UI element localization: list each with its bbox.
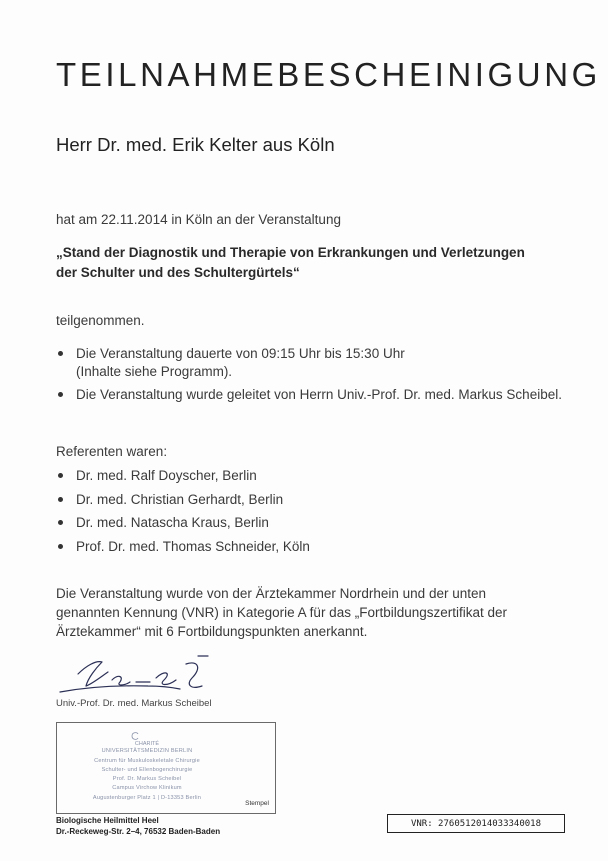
stamp-line: Augustenburger Platz 1 | D-13353 Berlin <box>92 795 202 801</box>
list-item: Dr. med. Ralf Doyscher, Berlin <box>56 467 310 485</box>
intro-text: hat am 22.11.2014 in Köln an der Veranstaltung <box>56 212 341 227</box>
event-title-line-1: „Stand der Diagnostik und Therapie von Erkrankungen und Verletzungen <box>56 245 525 260</box>
event-title <box>56 243 525 283</box>
accreditation-line-2: genannten Kennung (VNR) in Kategorie A für das „Fortbildungszertifikat der <box>56 605 508 620</box>
stamp-label: Stempel <box>245 800 269 807</box>
list-item <box>56 345 562 381</box>
detail-duration: Die Veranstaltung dauerte von 09:15 Uhr bis 15:30 Uhr <box>76 346 405 361</box>
list-item: Dr. med. Natascha Kraus, Berlin <box>56 514 310 532</box>
document-title: TEILNAHMEBESCHEINIGUNG <box>56 56 601 93</box>
detail-program-note: (Inhalte siehe Programm). <box>76 364 233 379</box>
event-title-line-2: der Schulter und des Schultergürtels“ <box>56 265 300 280</box>
accreditation-text <box>56 584 507 641</box>
accreditation-line-1: Die Veranstaltung wurde von der Ärztekammer Nordrhein und der unten <box>56 586 486 601</box>
charite-logo-icon <box>129 731 165 741</box>
stamp-line: Centrum für Muskuloskeletale Chirurgie <box>94 758 200 764</box>
accreditation-line-3: Ärztekammer“ mit 6 Fortbildungspunkten anerkannt. <box>56 624 368 639</box>
stamp-line: Schulter- und Ellenbogenchirurgie <box>101 767 193 773</box>
list-item: Dr. med. Christian Gerhardt, Berlin <box>56 491 310 509</box>
list-item <box>56 386 562 404</box>
recipient-name: Herr Dr. med. Erik Kelter aus Köln <box>56 134 335 155</box>
stamp-logo <box>129 731 165 747</box>
signature <box>52 652 222 700</box>
referents-heading: Referenten waren: <box>56 444 168 459</box>
event-details-list <box>56 345 562 404</box>
sponsor-address <box>56 815 220 837</box>
list-item: Prof. Dr. med. Thomas Schneider, Köln <box>56 538 310 556</box>
participated-text: teilgenommen. <box>56 313 145 328</box>
detail-chair: Die Veranstaltung wurde geleitet von Herrn Univ.-Prof. Dr. med. Markus Scheibel. <box>76 387 562 402</box>
stamp-line: Prof. Dr. Markus Scheibel <box>112 776 182 782</box>
vnr-box: VNR: 2760512014033340018 <box>387 814 565 833</box>
referents-list <box>56 467 310 561</box>
sponsor-street: Dr.-Reckeweg-Str. 2–4, 76532 Baden-Baden <box>56 827 221 836</box>
signer-name: Univ.-Prof. Dr. med. Markus Scheibel <box>56 698 212 709</box>
stamp-line: UNIVERSITÄTSMEDIZIN BERLIN <box>101 748 193 754</box>
stamp-box <box>56 722 276 814</box>
stamp-logo-text: CHARITÉ <box>134 741 160 747</box>
stamp-line: Campus Virchow Klinikum <box>112 785 182 791</box>
sponsor-name: Biologische Heilmittel Heel <box>56 816 159 825</box>
